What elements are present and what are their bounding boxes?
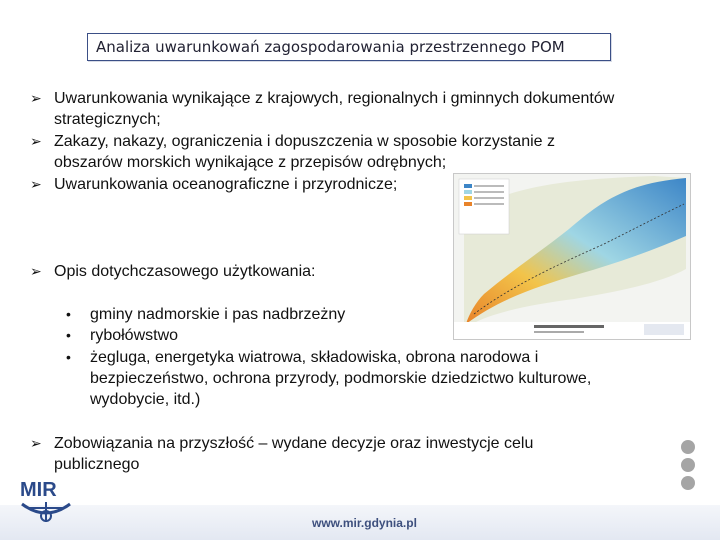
- arrow-bullet-icon: ➢: [30, 263, 42, 279]
- sub-bullet-line: wydobycie, itd.): [90, 391, 201, 408]
- bullet-line: publicznego: [54, 456, 140, 473]
- arrow-bullet-icon: ➢: [30, 176, 42, 192]
- bullet-line: Opis dotychczasowego użytkowania:: [54, 263, 316, 280]
- decorative-dots: [681, 440, 695, 494]
- slide-title-text: Analiza uwarunkowań zagospodarowania przestrzennego POM: [96, 38, 565, 56]
- bullet-line: Uwarunkowania wynikające z krajowych, regionalnych i gminnych dokumentów: [54, 90, 615, 107]
- sub-bullet-item: [66, 347, 591, 410]
- bullet-line: strategicznych;: [54, 111, 161, 128]
- arrow-bullet-icon: ➢: [30, 90, 42, 106]
- arrow-bullet-icon: ➢: [30, 435, 42, 451]
- arrow-bullet-icon: ➢: [30, 133, 42, 149]
- bullet-item: [30, 174, 397, 195]
- dot-bullet-icon: •: [66, 349, 71, 365]
- svg-text:MIR: MIR: [20, 479, 57, 501]
- bullet-item: [30, 88, 614, 130]
- bullet-item: [30, 131, 555, 173]
- sub-bullet-line: bezpieczeństwo, ochrona przyrody, podmorskie dziedzictwo kulturowe,: [90, 370, 592, 387]
- sub-bullet-line: gminy nadmorskie i pas nadbrzeżny: [90, 306, 346, 323]
- sub-bullet-item: [66, 304, 345, 325]
- slide-title: [87, 33, 611, 61]
- bullet-line: obszarów morskich wynikające z przepisów odrębnych;: [54, 154, 447, 171]
- mir-logo: [18, 474, 74, 531]
- sub-bullet-item: [66, 325, 178, 346]
- sub-bullet-line: żegluga, energetyka wiatrowa, składowiska, obrona narodowa i: [90, 349, 539, 366]
- dot-bullet-icon: •: [66, 327, 71, 343]
- bullet-line: Zobowiązania na przyszłość – wydane decyzje oraz inwestycje celu: [54, 435, 534, 452]
- dot-bullet-icon: •: [66, 306, 71, 322]
- bullet-item: [30, 261, 315, 282]
- footer-url[interactable]: www.mir.gdynia.pl: [312, 516, 417, 530]
- bullet-line: Zakazy, nakazy, ograniczenia i dopuszczenia w sposobie korzystanie z: [54, 133, 555, 150]
- sub-bullet-line: rybołówstwo: [90, 327, 179, 344]
- bullet-item: [30, 433, 533, 475]
- sea-map-image: [453, 173, 691, 340]
- bullet-line: Uwarunkowania oceanograficzne i przyrodnicze;: [54, 176, 398, 193]
